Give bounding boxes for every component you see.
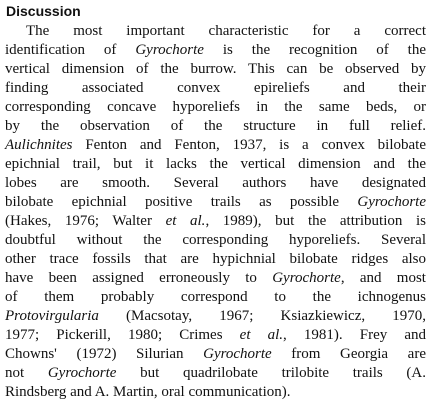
text-run: of them probably correspond to the ichnogenus bbox=[5, 289, 426, 305]
text-run: not bbox=[5, 365, 48, 381]
italic-term: Gyrochorte bbox=[135, 42, 204, 58]
italic-term: Gyrochorte bbox=[47, 365, 117, 381]
paragraph-line bbox=[5, 174, 426, 192]
paragraph-line bbox=[5, 98, 426, 116]
text-run: , 1989), but the attribution is bbox=[205, 213, 426, 229]
italic-term: Gyrochorte bbox=[203, 346, 272, 362]
paragraph-line bbox=[5, 41, 426, 59]
text-run: epichnial trail, but it lacks the vertical dimension and the bbox=[5, 156, 426, 172]
paragraph-line bbox=[5, 212, 426, 230]
italic-term: Gyrochorte bbox=[357, 194, 426, 210]
paragraph-line bbox=[5, 60, 426, 78]
text-run: (Hakes, 1976; Walter bbox=[5, 213, 166, 229]
text-run: is the recognition of the bbox=[203, 42, 427, 58]
paragraph-line bbox=[5, 250, 426, 268]
paragraph-line bbox=[26, 22, 426, 40]
italic-term: Protovirgularia bbox=[5, 308, 99, 324]
paragraph-line bbox=[5, 193, 426, 211]
paragraph-line bbox=[5, 136, 426, 154]
text-run: lobes are smooth. Several authors have designated bbox=[5, 175, 426, 191]
paragraph-line bbox=[5, 231, 426, 249]
section-heading: Discussion bbox=[6, 3, 81, 19]
text-run: The most important characteristic for a correct bbox=[26, 23, 426, 39]
italic-term: et al. bbox=[165, 213, 206, 229]
paragraph-line bbox=[5, 79, 426, 97]
text-run: doubtful without the corresponding hyporeliefs. Several bbox=[5, 232, 426, 248]
text-run: bilobate epichnial positive trails as possible bbox=[5, 194, 358, 210]
text-run: other trace fossils that are hypichnial bilobate ridges also bbox=[5, 251, 426, 267]
text-run: but quadrilobate trilobite trails (A. bbox=[116, 365, 426, 381]
text-run: corresponding concave hyporeliefs in the same beds, or bbox=[5, 99, 426, 115]
italic-term: Gyrochorte bbox=[272, 270, 341, 286]
text-run: (Macsotay, 1967; Ksiazkiewicz, 1970, bbox=[98, 308, 426, 324]
paragraph-line bbox=[5, 288, 426, 306]
italic-term: et al. bbox=[239, 327, 284, 343]
text-run: from Georgia are bbox=[271, 346, 426, 362]
text-run: finding associated convex epireliefs and their bbox=[5, 80, 426, 96]
text-run: Fenton and Fenton, 1937, is a convex bilobate bbox=[72, 137, 426, 153]
text-run: Chowns' (1972) Silurian bbox=[5, 346, 204, 362]
paragraph-line bbox=[5, 345, 426, 363]
paragraph-line bbox=[5, 155, 426, 173]
paragraph-line bbox=[5, 364, 426, 382]
text-run: vertical dimension of the burrow. This can be observed by bbox=[5, 61, 426, 77]
paragraph-line bbox=[5, 117, 426, 135]
italic-term: Aulichnites bbox=[5, 137, 73, 153]
text-run: , 1981). Frey and bbox=[283, 327, 426, 343]
text-run: 1977; Pickerill, 1980; Crimes bbox=[5, 327, 240, 343]
text-run: , and most bbox=[340, 270, 426, 286]
text-run: by the observation of the structure in full relief. bbox=[5, 118, 426, 134]
text-run: identification of bbox=[5, 42, 136, 58]
paragraph-line bbox=[5, 307, 426, 325]
paragraph-line bbox=[5, 269, 426, 287]
text-run: Rindsberg and A. Martin, oral communication). bbox=[5, 384, 291, 400]
paragraph-line bbox=[5, 383, 426, 401]
text-run: have been assigned erroneously to bbox=[5, 270, 273, 286]
paragraph-line bbox=[5, 326, 426, 344]
